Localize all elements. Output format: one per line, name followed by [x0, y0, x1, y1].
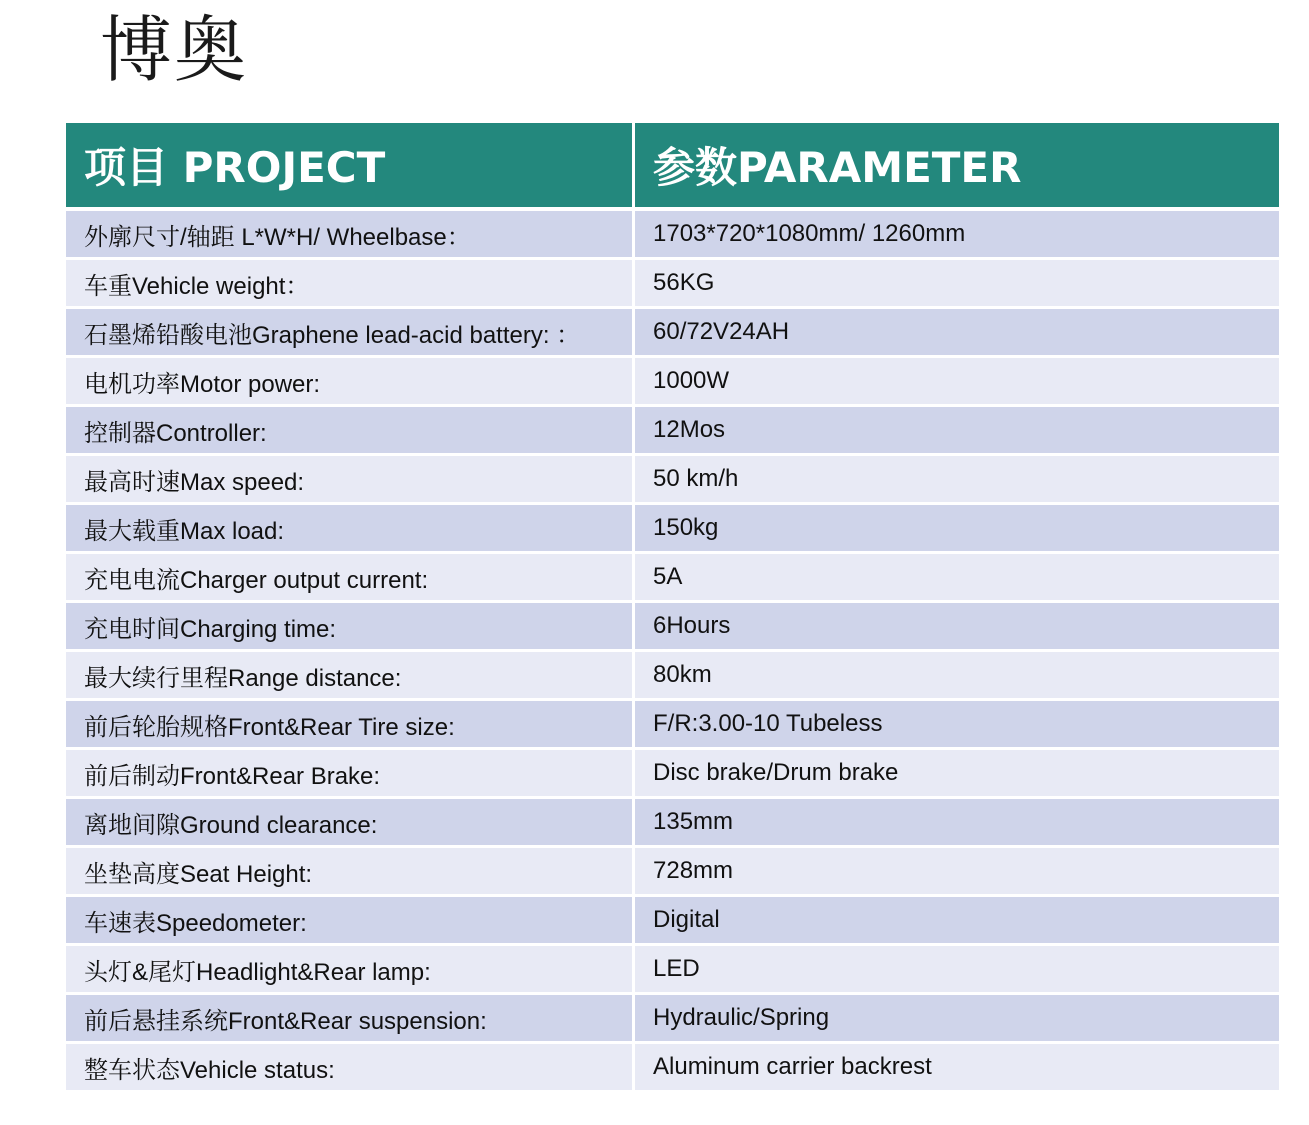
spec-item: 车重Vehicle weight： [66, 260, 632, 309]
table-row [66, 897, 1279, 946]
spec-item: 前后轮胎规格Front&Rear Tire size: [66, 701, 632, 750]
spec-item: 充电电流Charger output current: [66, 554, 632, 603]
spec-table-body [66, 211, 1279, 1093]
table-row [66, 848, 1279, 897]
spec-item: 外廓尺寸/轴距 L*W*H/ Wheelbase： [66, 211, 632, 260]
header-row [66, 123, 1279, 211]
project-column-header: 项目 PROJECT [66, 123, 632, 211]
spec-item: 充电时间Charging time: [66, 603, 632, 652]
table-row [66, 1044, 1279, 1093]
spec-item: 最大载重Max load: [66, 505, 632, 554]
spec-value: 1000W [632, 358, 1279, 407]
spec-item: 最大续行里程Range distance: [66, 652, 632, 701]
spec-item: 控制器Controller: [66, 407, 632, 456]
table-row [66, 260, 1279, 309]
table-row [66, 309, 1279, 358]
table-row [66, 407, 1279, 456]
spec-table-header [66, 123, 1279, 211]
table-row [66, 750, 1279, 799]
spec-item: 最高时速Max speed: [66, 456, 632, 505]
spec-value: 50 km/h [632, 456, 1279, 505]
table-row [66, 456, 1279, 505]
spec-value: Hydraulic/Spring [632, 995, 1279, 1044]
spec-value: 60/72V24AH [632, 309, 1279, 358]
table-row [66, 946, 1279, 995]
spec-value: 150kg [632, 505, 1279, 554]
spec-item: 前后制动Front&Rear Brake: [66, 750, 632, 799]
spec-item: 前后悬挂系统Front&Rear suspension: [66, 995, 632, 1044]
spec-value: 12Mos [632, 407, 1279, 456]
spec-value: 728mm [632, 848, 1279, 897]
spec-item: 电机功率Motor power: [66, 358, 632, 407]
parameter-column-header: 参数PARAMETER [632, 123, 1279, 211]
spec-item: 整车状态Vehicle status: [66, 1044, 632, 1093]
spec-item: 坐垫高度Seat Height: [66, 848, 632, 897]
spec-value: LED [632, 946, 1279, 995]
table-row [66, 211, 1279, 260]
spec-item: 离地间隙Ground clearance: [66, 799, 632, 848]
brand-title: 博奥 [100, 8, 249, 92]
spec-item: 车速表Speedometer: [66, 897, 632, 946]
spec-value: 6Hours [632, 603, 1279, 652]
spec-value: Aluminum carrier backrest [632, 1044, 1279, 1093]
spec-value: 80km [632, 652, 1279, 701]
table-row [66, 701, 1279, 750]
table-row [66, 505, 1279, 554]
table-row [66, 554, 1279, 603]
spec-value: Digital [632, 897, 1279, 946]
table-row [66, 358, 1279, 407]
table-row [66, 603, 1279, 652]
table-row [66, 652, 1279, 701]
spec-item: 石墨烯铅酸电池Graphene lead-acid battery: ： [66, 309, 632, 358]
table-row [66, 799, 1279, 848]
spec-table [66, 123, 1279, 1093]
spec-value: 135mm [632, 799, 1279, 848]
spec-value: F/R:3.00-10 Tubeless [632, 701, 1279, 750]
spec-value: 1703*720*1080mm/ 1260mm [632, 211, 1279, 260]
spec-item: 头灯&尾灯Headlight&Rear lamp: [66, 946, 632, 995]
spec-value: Disc brake/Drum brake [632, 750, 1279, 799]
spec-value: 56KG [632, 260, 1279, 309]
spec-value: 5A [632, 554, 1279, 603]
table-row [66, 995, 1279, 1044]
